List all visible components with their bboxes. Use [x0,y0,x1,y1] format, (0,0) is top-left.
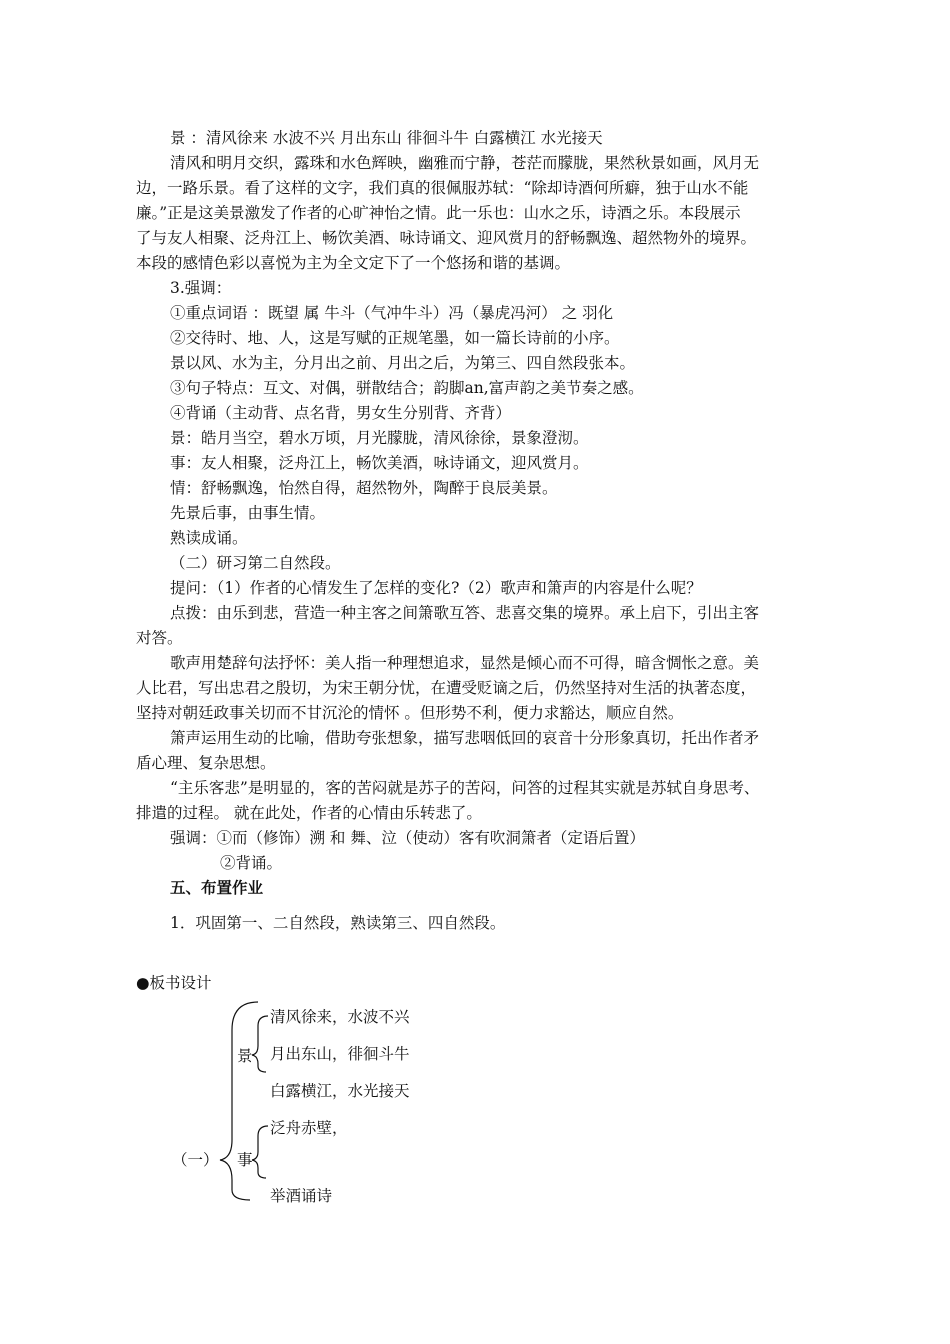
text-line: 了与友人相聚、泛舟江上、畅饮美酒、咏诗诵文、迎风赏月的舒畅飘逸、超然物外的境界。 [136,229,757,247]
board-part-label: （一） [172,1151,219,1169]
text-line: 情：舒畅飘逸，怡然自得，超然物外，陶醉于良辰美景。 [170,479,558,497]
text-line: ①重点词语 ：既望 属 牛斗（气冲牛斗）冯（暴虎冯河） 之 羽化 [170,304,614,322]
text-line: 熟读成诵。 [170,529,248,547]
text-line: ②背诵。 [220,854,283,872]
text-line: 坚持对朝廷政事关切而不甘沉沦的情怀 。但形势不利，便力求豁达，顺应自然。 [136,704,684,722]
text-line: 人比君，写出忠君之殷切，为宋王朝分忧，在遭受贬谪之后，仍然坚持对生活的执著态度， [136,679,757,697]
large-brace [220,1002,258,1200]
text-line: 事：友人相聚，泛舟江上，畅饮美酒，咏诗诵文，迎风赏月。 [170,454,589,472]
text-line: 歌声用楚辞句法抒怀：美人指一种理想追求，显然是倾心而不可得，暗含惆怅之意。美 [170,654,760,672]
text-line: 景：皓月当空，碧水万顷，月光朦胧，清风徐徐，景象澄沏。 [170,429,589,447]
text-line: 景以风、水为主，分月出之前、月出之后，为第三、四自然段张本。 [170,354,636,372]
board-item: 白露横江，水光接天 [270,1082,410,1100]
text-line: 盾心理、复杂思想。 [136,754,276,772]
board-item: 泛舟赤壁， [270,1119,348,1137]
board-jing-label: 景 [237,1047,253,1065]
board-item: 清风徐来，水波不兴 [270,1008,410,1026]
text-line: 1．巩固第一、二自然段，熟读第三、四自然段。 [170,914,506,932]
text-line: ④背诵（主动背、点名背，男女生分别背、齐背） [170,404,512,422]
text-line: 提问：（1）作者的心情发生了怎样的变化?（2）歌声和箫声的内容是什么呢？ [170,579,702,597]
jing-brace [252,1016,268,1072]
board-design-title: ●板书设计 [136,974,212,992]
text-line: ③句子特点：互文、对偶，骈散结合；韵脚an,富声韵之美节奏之感。 [170,379,644,397]
text-line: 清风和明月交织，露珠和水色辉映，幽雅而宁静，苍茫而朦胧，果然秋景如画，风月无 [170,154,760,172]
text-line: 箫声运用生动的比喻，借助夸张想象，描写悲咽低回的哀音十分形象真切，托出作者矛 [170,729,760,747]
text-line: 强调：①而（修饰）溯 和 舞、泣（使动）客有吹洞箫者（定语后置） [170,829,645,847]
board-shi-label: 事 [237,1151,253,1169]
text-line: 廉。”正是这美景激发了作者的心旷神怡之情。此一乐也：山水之乐，诗酒之乐。本段展示 [136,204,741,222]
text-line: ②交待时、地、人，这是写赋的正规笔墨，如一篇长诗前的小序。 [170,329,620,347]
text-line: （二）研习第二自然段。 [170,554,341,572]
shi-brace [252,1126,268,1178]
board-item: 月出东山，徘徊斗牛 [270,1045,410,1063]
text-line: 先景后事，由事生情。 [170,504,326,522]
text-line: 对答。 [136,629,183,647]
text-line: 本段的感情色彩以喜悦为主为全文定下了一个悠扬和谐的基调。 [136,254,571,272]
board-item: 举酒诵诗 [270,1187,333,1205]
text-line: 点拨：由乐到悲，营造一种主客之间箫歌互答、悲喜交集的境界。承上启下，引出主客 [170,604,760,622]
section-heading: 五、布置作业 [170,878,264,897]
text-line: “主乐客悲”是明显的，客的苦闷就是苏子的苦闷，问答的过程其实就是苏轼自身思考、 [170,779,760,797]
text-line: 3.强调： [170,279,232,297]
text-line: 景 ：清风徐来 水波不兴 月出东山 徘徊斗牛 白露横江 水光接天 [170,129,603,147]
text-line: 边，一路乐景。看了这样的文字，我们真的很佩服苏轼：“除却诗酒何所癖，独于山水不能 [136,179,749,197]
text-line: 排遣的过程。 就在此处，作者的心情由乐转悲了。 [136,804,482,822]
